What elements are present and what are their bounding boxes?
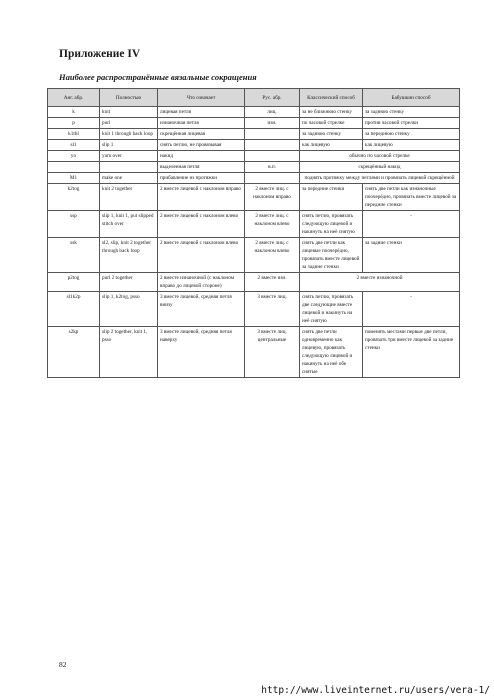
cell-full: purl [100, 118, 158, 129]
cell-babushkin: за задние стенки [363, 238, 460, 273]
page-number: 82 [59, 660, 67, 669]
cell-rus-abbr: 2 вместе лиц. с наклоном вправо [245, 184, 300, 211]
cell-classic: снять петлю, провязать следующую лицевой и накинуть на неё снятую [300, 211, 363, 238]
cell-meaning: 2 вместе изнаночной (с наклоном вправо до лицевой стороне) [158, 273, 245, 292]
cell-eng-abbr: M1 [48, 173, 100, 184]
table-header-row [48, 89, 460, 107]
cell-classic: как лицевую [300, 140, 363, 151]
cell-full: slip 1, k2tog, psso [100, 292, 158, 327]
cell-rus-abbr [245, 151, 300, 162]
cell-full: slip 1, knit 1, put slipped stitch over [100, 211, 158, 238]
header-classic: Классический способ [300, 89, 363, 107]
cell-eng-abbr: k [48, 107, 100, 118]
cell-both-methods: обычно по часовой стрелке [300, 151, 460, 162]
header-rus-abbr: Рус. абр. [245, 89, 300, 107]
cell-meaning: 2 вместе лицевой с наклоном влево [158, 211, 245, 238]
abbreviations-table [47, 88, 460, 378]
cell-full: sl2, slip, knit 2 together through back loop [100, 238, 158, 273]
cell-classic: за заднюю стенку [300, 129, 363, 140]
cell-meaning: накид [158, 151, 245, 162]
table-row [48, 140, 460, 151]
source-url: http://www.liveinternet.ru/users/vera-1/ [261, 685, 490, 696]
cell-rus-abbr [245, 173, 300, 184]
cell-meaning: изнаночная петля [158, 118, 245, 129]
cell-full: knit 2 together [100, 184, 158, 211]
cell-meaning: скрещённая лицевая [158, 129, 245, 140]
cell-classic: за не ближнюю стенку [300, 107, 363, 118]
cell-meaning: снять петлю, не провязывая [158, 140, 245, 151]
header-eng-abbr: Анг. абр. [48, 89, 100, 107]
table-caption: Наиболее распространённые вязальные сокращения [59, 72, 257, 82]
header-meaning: Что означает [158, 89, 245, 107]
cell-classic: снять петлю, провязать две следующие вместе лицевой и накинуть на неё снятую [300, 292, 363, 327]
cell-full: yarn over [100, 151, 158, 162]
header-babushkin: Бабушкин способ [363, 89, 460, 107]
cell-meaning: 3 вместе лицевой, средняя петля внизу [158, 292, 245, 327]
cell-full [100, 162, 158, 173]
cell-rus-abbr: 2 вместе лиц. с наклоном влево [245, 211, 300, 238]
cell-babushkin: - [363, 211, 460, 238]
cell-babushkin: против часовой стрелки [363, 118, 460, 129]
cell-rus-abbr: изн. [245, 118, 300, 129]
cell-eng-abbr: sl1 [48, 140, 100, 151]
cell-rus-abbr: 3 вместе лиц. [245, 292, 300, 327]
cell-classic: по часовой стрелке [300, 118, 363, 129]
cell-rus-abbr: 2 вместе изн. [245, 273, 300, 292]
cell-meaning: 2 вместе лицевой с наклоном влево [158, 238, 245, 273]
cell-rus-abbr: лиц. [245, 107, 300, 118]
table-row [48, 151, 460, 162]
table-row [48, 173, 460, 184]
cell-meaning: 3 вместе лицевой, средняя петля наверху [158, 327, 245, 378]
cell-full: knit 1 through back loop [100, 129, 158, 140]
table-row [48, 292, 460, 327]
cell-eng-abbr: sl1k2p [48, 292, 100, 327]
cell-eng-abbr [48, 162, 100, 173]
cell-rus-abbr [245, 129, 300, 140]
cell-rus-abbr: в.п. [245, 162, 300, 173]
cell-full: purl 2 together [100, 273, 158, 292]
cell-full: slip 2 together, knit 1, psso [100, 327, 158, 378]
cell-classic: снять две петли как лицевые поочерёдно, провязать вместе лицевой за задние стенки [300, 238, 363, 273]
header-full: Полностью [100, 89, 158, 107]
cell-eng-abbr: p [48, 118, 100, 129]
table-row [48, 273, 460, 292]
cell-both-methods: поднять протяжку между петлями и провязать лицевой скрещённой [300, 173, 460, 184]
cell-babushkin: - [363, 292, 460, 327]
cell-both-methods: 2 вместе изнаночной [300, 273, 460, 292]
cell-rus-abbr: 2 вместе лиц. с наклоном влево [245, 238, 300, 273]
cell-eng-abbr: ssk [48, 238, 100, 273]
cell-eng-abbr: ssp [48, 211, 100, 238]
table-row [48, 162, 460, 173]
cell-full: slip 1 [100, 140, 158, 151]
cell-rus-abbr [245, 140, 300, 151]
cell-babushkin: снять две петли как изнаночные поочерёдно, провязать вместе лицевой за передние стенки [363, 184, 460, 211]
cell-full: make one [100, 173, 158, 184]
cell-babushkin: поменять местами первые две петли, провязать три вместе лицевой за задние стенки [363, 327, 460, 378]
cell-meaning: лицевая петля [158, 107, 245, 118]
table-row [48, 238, 460, 273]
cell-eng-abbr: yo [48, 151, 100, 162]
cell-babushkin: за заднюю стенку [363, 107, 460, 118]
table-row [48, 107, 460, 118]
cell-meaning: выделенная петля [158, 162, 245, 173]
table-row [48, 118, 460, 129]
cell-rus-abbr: 3 вместе лиц. центральные [245, 327, 300, 378]
cell-both-methods: скрещённый накид [300, 162, 460, 173]
cell-babushkin: за переднюю стенку [363, 129, 460, 140]
cell-meaning: прибавление из протяжки [158, 173, 245, 184]
cell-eng-abbr: k2tog [48, 184, 100, 211]
cell-classic: снять две петли одновременно как лицевую, провязать следующую лицевой и накинуть на неё обе снятые [300, 327, 363, 378]
cell-meaning: 2 вместе лицевой с наклоном вправо [158, 184, 245, 211]
cell-classic: за передние стенки [300, 184, 363, 211]
cell-eng-abbr: k1tbl [48, 129, 100, 140]
cell-eng-abbr: p2tog [48, 273, 100, 292]
cell-babushkin: как лицевую [363, 140, 460, 151]
cell-eng-abbr: s2kp [48, 327, 100, 378]
table-row [48, 129, 460, 140]
table-row [48, 327, 460, 378]
table-row [48, 184, 460, 211]
appendix-title: Приложение IV [59, 48, 141, 60]
cell-full: knit [100, 107, 158, 118]
table-row [48, 211, 460, 238]
